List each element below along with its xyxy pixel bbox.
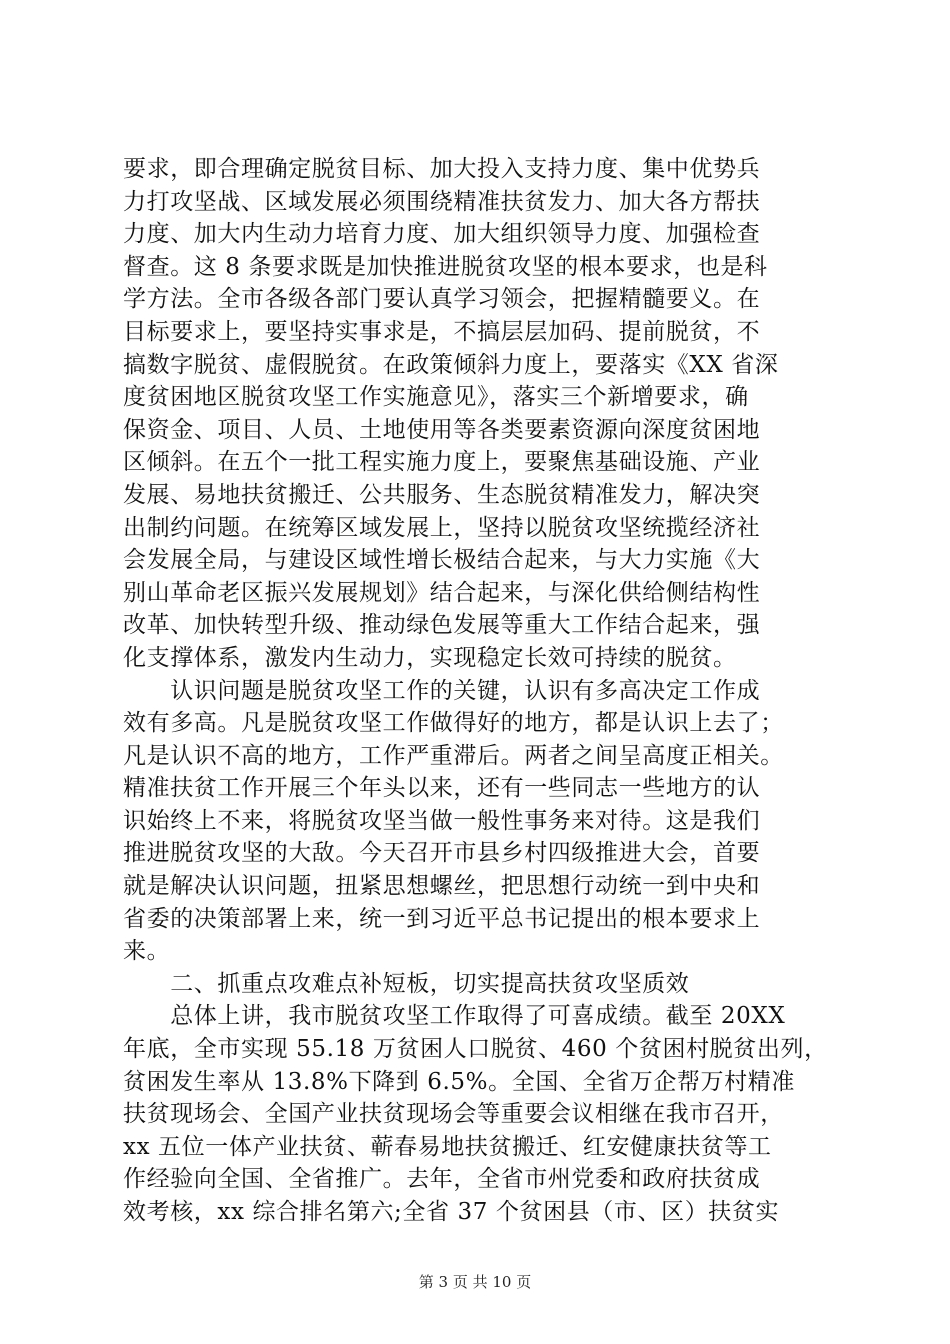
text-line: 会发展全局，与建设区域性增长极结合起来，与大力实施《大 (123, 547, 761, 574)
text-line: 学方法。全市各级各部门要认真学习领会，把握精髓要义。在 (123, 286, 761, 313)
text-line: 精准扶贫工作开展三个年头以来，还有一些同志一些地方的认 (123, 775, 761, 802)
page-footer: 第 3 页 共 10 页 (418, 1273, 532, 1291)
text-line: 识始终上不来，将脱贫攻坚当做一般性事务来对待。这是我们 (123, 807, 761, 834)
text-line: 力打攻坚战、区域发展必须围绕精准扶贫发力、加大各方帮扶 (123, 188, 761, 215)
text-line: 效考核，xx 综合排名第六;全省 37 个贫困县（市、区）扶贫实 (123, 1199, 780, 1225)
text-line: 督查。这 8 条要求既是加快推进脱贫攻坚的根本要求，也是科 (123, 253, 768, 280)
text-line: 省委的决策部署上来，统一到习近平总书记提出的根本要求上 (123, 905, 761, 932)
text-line: 别山革命老区振兴发展规划》结合起来，与深化供给侧结构性 (123, 579, 761, 606)
text-line: 凡是认识不高的地方，工作严重滞后。两者之间呈高度正相关。 (123, 742, 784, 769)
text-line: 力度、加大内生动力培育力度、加大组织领导力度、加强检查 (123, 221, 761, 248)
text-line: 要求，即合理确定脱贫目标、加大投入支持力度、集中优势兵 (123, 156, 761, 182)
text-line: 推进脱贫攻坚的大敌。今天召开市县乡村四级推进大会，首要 (123, 840, 761, 867)
text-line: 目标要求上，要坚持实事求是，不搞层层加码、提前脱贫，不 (123, 318, 761, 345)
text-line: 总体上讲，我市脱贫攻坚工作取得了可喜成绩。截至 20XX (123, 1003, 786, 1030)
text-line: xx 五位一体产业扶贫、蕲春易地扶贫搬迁、红安健康扶贫等工 (123, 1133, 772, 1160)
text-line: 区倾斜。在五个一批工程实施力度上，要聚焦基础设施、产业 (123, 449, 761, 476)
text-line: 作经验向全国、全省推广。去年，全省市州党委和政府扶贫成 (123, 1166, 761, 1193)
text-line: 保资金、项目、人员、土地使用等各类要素资源向深度贫困地 (123, 416, 761, 443)
text-line: 搞数字脱贫、虚假脱贫。在政策倾斜力度上，要落实《XX 省深 (123, 351, 779, 378)
text-line: 年底，全市实现 55.18 万贫困人口脱贫、460 个贫困村脱贫出列， (123, 1036, 828, 1063)
text-line: 认识问题是脱贫攻坚工作的关键，认识有多高决定工作成 (123, 677, 761, 704)
body-text (123, 153, 835, 1229)
text-line: 贫困发生率从 13.8%下降到 6.5%。全国、全省万企帮万村精准 (123, 1068, 795, 1095)
text-line: 效有多高。凡是脱贫攻坚工作做得好的地方，都是认识上去了； (123, 710, 784, 737)
text-line: 就是解决认识问题，扭紧思想螺丝，把思想行动统一到中央和 (123, 873, 761, 900)
section-heading: 二、抓重点攻难点补短板，切实提高扶贫攻坚质效 (123, 970, 690, 997)
text-line: 改革、加快转型升级、推动绿色发展等重大工作结合起来，强 (123, 612, 761, 639)
text-line: 发展、易地扶贫搬迁、公共服务、生态脱贫精准发力，解决突 (123, 481, 761, 508)
text-line: 出制约问题。在统筹区域发展上，坚持以脱贫攻坚统揽经济社 (123, 514, 761, 541)
text-line: 来。 (123, 938, 171, 965)
text-line: 扶贫现场会、全国产业扶贫现场会等重要会议相继在我市召开， (123, 1101, 784, 1128)
text-line: 度贫困地区脱贫攻坚工作实施意见》，落实三个新增要求，确 (123, 384, 749, 411)
text-line: 化支撑体系，激发内生动力，实现稳定长效可持续的脱贫。 (123, 644, 737, 671)
